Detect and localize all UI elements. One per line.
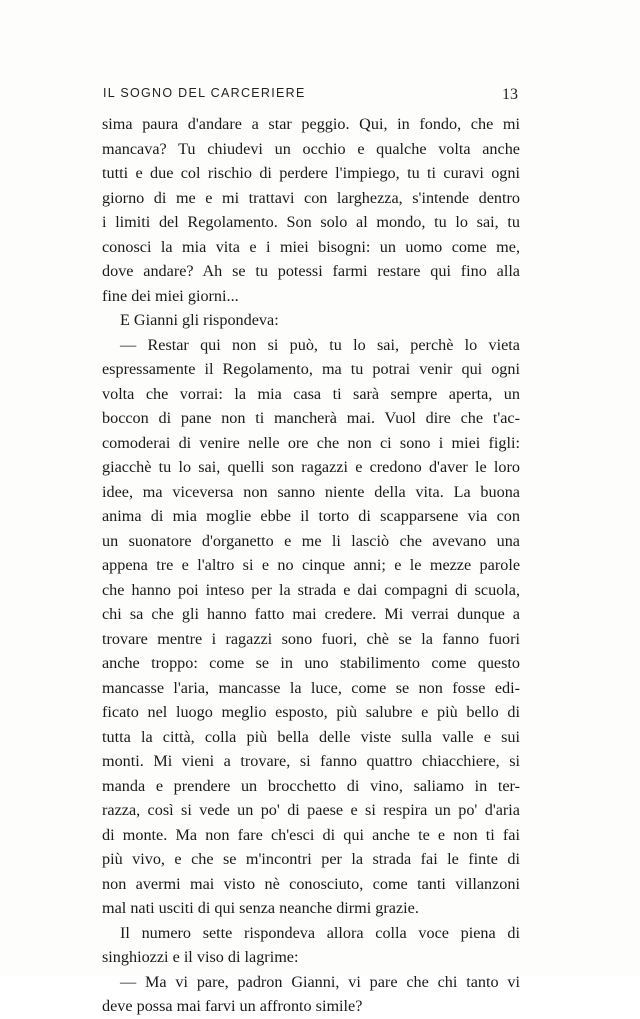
text-line: mal nati usciti di qui senza neanche dirmi grazie. [102,899,419,917]
text-line: che hanno poi inteso per la strada e dai compagni di scuola, [102,580,520,599]
text-line: di monte. Ma non fare ch'esci di qui anche te e non ti fai [102,825,520,844]
text-line: non avermi mai visto nè conosciuto, come tanti villanzoni [102,874,520,893]
text-line: tutta la città, colla più bella delle viste sulla valle e sui [102,727,520,746]
text-line: boccon di pane non ti mancherà mai. Vuol dire che t'ac- [102,409,520,427]
text-line: mancasse l'aria, mancasse la luce, come se non fosse edi- [102,678,520,697]
text-line: trovare mentre i ragazzi sono fuori, chè se la fanno fuori [102,629,520,648]
text-line: Il numero sette rispondeva allora colla voce piena di [120,923,520,942]
running-title: IL SOGNO DEL CARCERIERE [103,86,306,100]
text-line: — Restar qui non si può, tu lo sai, perchè lo vieta [120,335,520,354]
text-line: comoderai di venire nelle ore che non ci sono i miei figli: [102,433,520,452]
text-line: appena tre e l'altro si e no cinque anni; e le mezze parole [102,556,520,574]
text-line: chi sa che gli hanno fatto mai credere. Mi verrai dunque a [102,605,520,623]
text-line: sima paura d'andare a star peggio. Qui, in fondo, che mi [102,115,520,133]
text-line: ficato nel luogo meglio esposto, più salubre e più bello di [102,703,520,721]
text-line: E Gianni gli rispondeva: [120,311,279,329]
text-line: volta che vorrai: la mia casa ti sarà sempre aperta, un [102,384,520,403]
text-line: fine dei miei giorni... [102,286,239,305]
text-line: manda e prendere un brocchetto di vino, saliamo in ter- [102,776,520,795]
text-line: monti. Mi vieni a trovare, si fanno quattro chiacchiere, si [102,752,520,770]
text-line: un suonatore d'organetto e me li lasciò che avevano una [102,531,520,550]
text-line: giacchè tu lo sai, quelli son ragazzi e credono d'aver le loro [102,458,520,476]
text-line: — Ma vi pare, padron Gianni, vi pare che chi tanto vi [120,972,520,991]
text-line: mancava? Tu chiudevi un occhio e qualche volta anche [102,139,520,158]
text-line: dove andare? Ah se tu potessi farmi restare qui fino alla [102,262,520,280]
text-line: anche troppo: come se in uno stabilimento come questo [102,654,520,672]
text-line: espressamente il Regolamento, ma tu potrai venir qui ogni [102,360,520,378]
text-line: i limiti del Regolamento. Son solo al mondo, tu lo sai, tu [102,213,520,231]
text-line: giorno di me e mi trattavi con larghezza, s'intende dentro [102,188,520,207]
page-number: 13 [502,86,518,103]
text-line: singhiozzi e il viso di lagrime: [102,948,299,966]
text-line: conosci la mia vita e i miei bisogni: un uomo come me, [102,237,520,256]
text-line: idee, ma viceversa non sanno niente della vita. La buona [102,482,520,501]
text-line: deve possa mai farvi un affronto simile? [102,997,363,1015]
text-line: razza, così si vede un po' di paese e si respira un po' d'aria [102,801,520,819]
text-line: anima di mia moglie ebbe il torto di scapparsene via con [102,507,520,525]
body-text [102,112,520,1019]
text-line: più vivo, e che se m'incontri per la strada fai le finte di [102,850,520,868]
text-line: tutti e due col rischio di perdere l'impiego, tu ti curavi ogni [102,164,520,182]
